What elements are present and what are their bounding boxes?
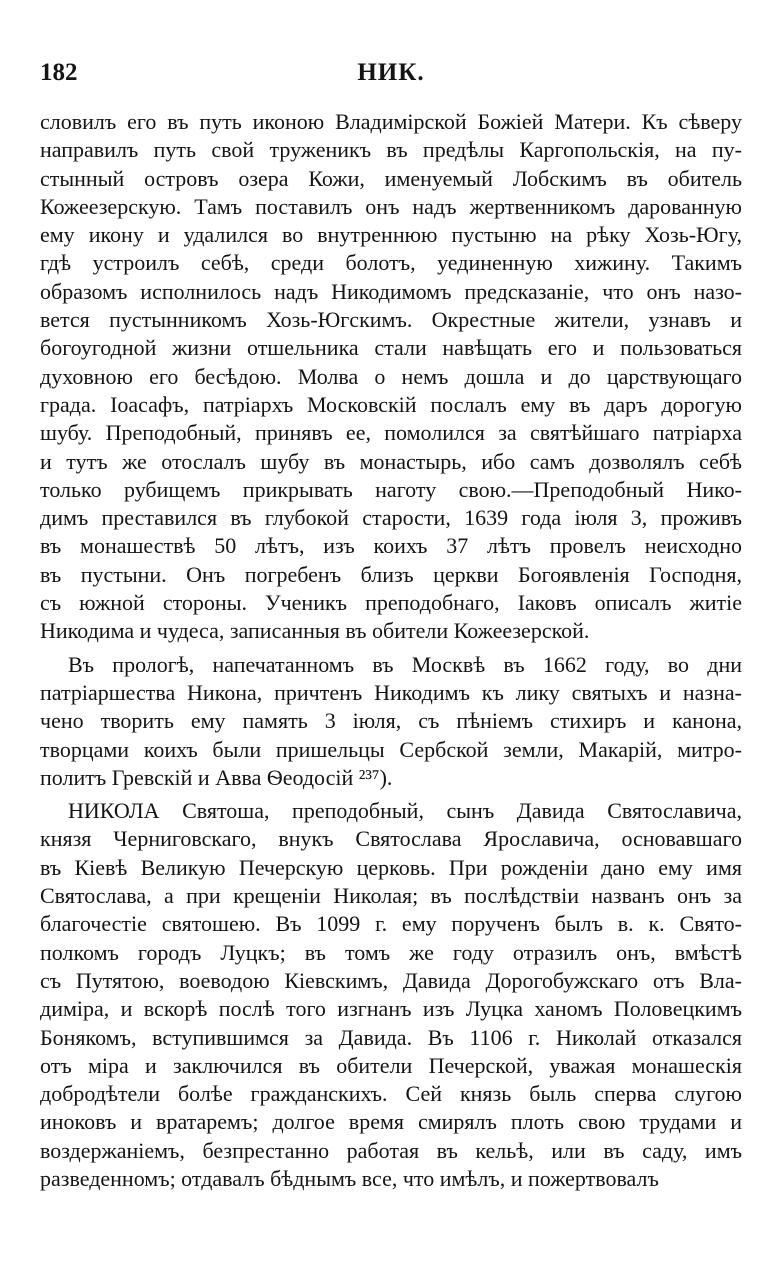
running-head: НИК. xyxy=(357,59,425,86)
text-line: гдѣ устроилъ себѣ, среди болотъ, уединенную хижину. Такимъ xyxy=(40,250,742,276)
text-line: направилъ путь свой труженикъ въ предѣлы Каргопольскія, на пу- xyxy=(40,137,742,163)
text-line: творцами коихъ были пришельцы Сербской земли, Макарій, митро- xyxy=(40,736,742,762)
book-page xyxy=(40,52,742,1193)
text-line: иноковъ и вратаремъ; долгое время смирялъ плоть свою трудами и xyxy=(40,1109,742,1135)
text-line: политъ Гревскій и Авва Ѳеодосій ²³⁷). xyxy=(40,764,393,790)
text-line: Никодима и чудеса, записанныя въ обители Кожеезерской. xyxy=(40,618,590,644)
text-line: разведенномъ; отдавалъ бѣднымъ все, что имѣлъ, и пожертвовалъ xyxy=(40,1165,659,1191)
text-line: добродѣтели болѣе гражданскихъ. Сей князь быль сперва слугою xyxy=(40,1081,742,1107)
text-line: съ Путятою, воеводою Кіевскимъ, Давида Дорогобужскаго отъ Вла- xyxy=(40,967,742,993)
text-line: образомъ исполнилось надъ Никодимомъ предсказаніе, что онъ назо- xyxy=(40,278,742,304)
text-line: димъ преставился въ глубокой старости, 1639 года іюля 3, проживъ xyxy=(40,505,742,531)
text-line: и тутъ же отослалъ шубу въ монастырь, ибо самъ дозволялъ себѣ xyxy=(40,448,742,474)
text-line: въ Кіевѣ Великую Печерскую церковь. При рожденіи дано ему имя xyxy=(40,854,742,880)
text-line: Бонякомъ, вступившимся за Давида. Въ 1106 г. Николай отказался xyxy=(40,1024,742,1050)
paragraph xyxy=(40,108,742,646)
page-header xyxy=(40,52,742,94)
text-line: отъ міра и заключился въ обители Печерской, уважая монашескія xyxy=(40,1052,742,1078)
text-line: благочестіе святошею. Въ 1099 г. ему порученъ былъ в. к. Свято- xyxy=(40,911,742,937)
paragraph xyxy=(40,797,742,1193)
page-number: 182 xyxy=(40,59,78,86)
text-line: града. Іоасафъ, патріархъ Московскій послалъ ему въ даръ дорогую xyxy=(40,391,742,417)
text-line: богоугодной жизни отшельника стали навѣщать его и пользоваться xyxy=(40,335,742,361)
text-line: Святослава, а при крещеніи Николая; въ послѣдствіи названъ онъ за xyxy=(40,883,742,909)
text-line: только рубищемъ прикрывать наготу свою.—Преподобный Нико- xyxy=(40,476,742,502)
text-line: шубу. Преподобный, принявъ ее, помолился за святѣйшаго патріарха xyxy=(40,420,742,446)
body-text xyxy=(40,108,742,1193)
text-line: НИКОЛА Святоша, преподобный, сынъ Давида Святославича, xyxy=(68,798,742,824)
text-line: ему икону и удалился во внутреннюю пустыню на рѣку Хозь-Югу, xyxy=(40,222,742,248)
text-line: въ монашествѣ 50 лѣтъ, изъ коихъ 37 лѣтъ провелъ неисходно xyxy=(40,533,742,559)
text-line: стынный островъ озера Кожи, именуемый Лобскимъ въ обитель xyxy=(40,165,742,191)
text-line: воздержаніемъ, безпрестанно работая въ кельѣ, или въ саду, имъ xyxy=(40,1137,742,1163)
text-line: полкомъ городъ Луцкъ; въ томъ же году отразилъ онъ, вмѣстѣ xyxy=(40,939,742,965)
text-line: патріаршества Никона, причтенъ Никодимъ къ лику святыхъ и назна- xyxy=(40,679,742,705)
text-line: Кожеезерскую. Тамъ поставилъ онъ надъ жертвенникомъ дарованную xyxy=(40,193,742,219)
paragraph xyxy=(40,651,742,792)
text-line: князя Черниговскаго, внукъ Святослава Ярославича, основавшаго xyxy=(40,826,742,852)
text-line: вется пустынникомъ Хозь-Югскимъ. Окрестные жители, узнавъ и xyxy=(40,307,742,333)
text-line: словилъ его въ путь иконою Владимірской Божіей Матери. Къ сѣверу xyxy=(40,109,742,134)
text-line: чено творить ему память 3 іюля, съ пѣніемъ стихиръ и канона, xyxy=(40,708,742,734)
text-line: Въ прологѣ, напечатанномъ въ Москвѣ въ 1662 году, во дни xyxy=(68,651,742,677)
text-line: духовною его бесѣдою. Молва о немъ дошла и до царствующаго xyxy=(40,363,742,389)
text-line: въ пустыни. Онъ погребенъ близъ церкви Богоявленія Господня, xyxy=(40,561,742,587)
text-line: съ южной стороны. Ученикъ преподобнаго, Іаковъ описалъ житіе xyxy=(40,590,742,616)
text-line: диміра, и вскорѣ послѣ того изгнанъ изъ Луцка ханомъ Половецкимъ xyxy=(40,996,742,1022)
